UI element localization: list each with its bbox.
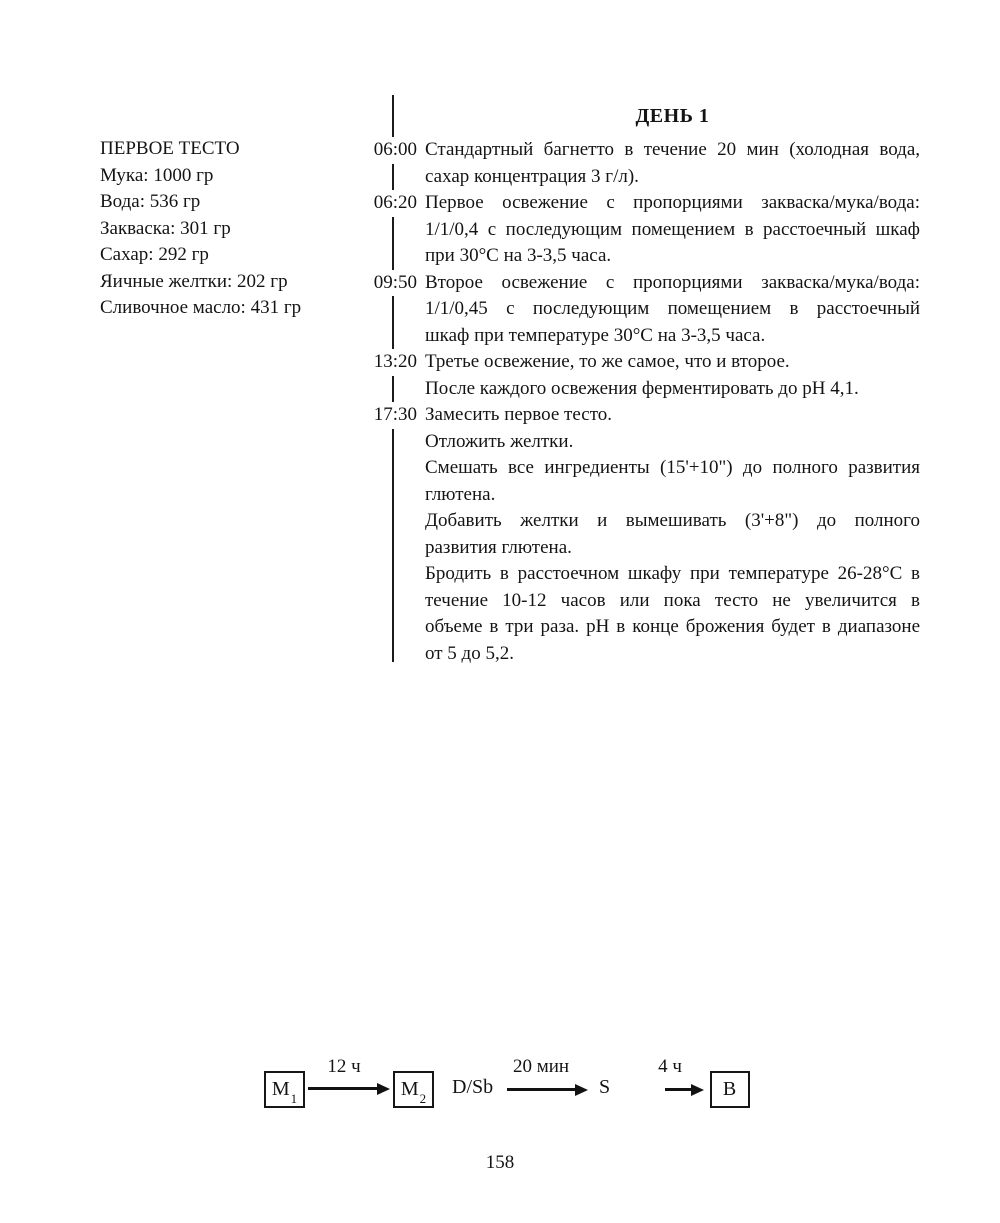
- day-title: ДЕНЬ 1: [635, 105, 710, 127]
- text-line: сахар концентрация 3 г/л).: [425, 165, 639, 187]
- text-line: течение 10-12 часов или пока тесто не увеличится в: [425, 589, 920, 611]
- text-line: Отложить желтки.: [425, 430, 574, 452]
- text-line: Добавить желтки и вымешивать (3'+8") до полного: [425, 510, 920, 531]
- text-line: Второе освежение с пропорциями закваска/мука/вода:: [425, 271, 920, 293]
- arrow-head-icon: [575, 1084, 588, 1096]
- ingredient-item: Закваска: 301 гр: [100, 217, 231, 239]
- timeline-time: 06:00: [355, 137, 417, 164]
- node-label: B: [722, 1078, 737, 1100]
- text-line: Бродить в расстоечном шкафу при температуре 26-28°C в: [425, 563, 920, 584]
- diagram-arrow2-label: 20 мин: [512, 1056, 570, 1077]
- text-line: Стандартный багнетто в течение 20 мин (холодная вода,: [425, 139, 920, 160]
- timeline-entry-text: [425, 137, 920, 190]
- timeline-entry-text: [425, 270, 920, 350]
- ingredient-item: Сливочное масло: 431 гр: [100, 297, 302, 318]
- timeline-time: 06:20: [355, 190, 417, 217]
- text-line: Смешать все ингредиенты (15'+10") до полного развития: [425, 457, 920, 478]
- node-label: $M_1$: [271, 1078, 298, 1106]
- text-line: развития глютена.: [425, 536, 572, 558]
- text-line: 1/1/0,45 с последующим помещением в расстоечный: [425, 298, 920, 319]
- text-line: от 5 до 5,2.: [425, 642, 514, 664]
- timeline-time: 17:30: [355, 402, 417, 429]
- ingredients-block: [100, 136, 360, 322]
- diagram-node-b: [710, 1071, 750, 1108]
- node-label: $M_2$: [400, 1078, 427, 1106]
- diagram-node-m2: [393, 1071, 434, 1108]
- timeline-entry: [355, 402, 920, 667]
- timeline-entry: [355, 137, 920, 190]
- page-number: 158: [485, 1152, 515, 1173]
- ingredient-item: Вода: 536 гр: [100, 191, 201, 212]
- text-line: После каждого освежения ферментировать до pH 4,1.: [425, 377, 859, 399]
- timeline: [355, 137, 920, 667]
- diagram-node-m1: [264, 1071, 305, 1108]
- text-line: 1/1/0,4 с последующим помещением в расстоечный шкаф: [425, 218, 920, 240]
- diagram-arrow3-label: 4 ч: [658, 1056, 682, 1077]
- text-line: объеме в три раза. pH в конце брожения будет в диапазоне: [425, 616, 920, 637]
- text-line: Замесить первое тесто.: [425, 404, 613, 425]
- timeline-entry-text: [425, 190, 920, 270]
- ingredient-item: Яичные желтки: 202 гр: [100, 270, 288, 292]
- text-line: шкаф при температуре 30°C на 3-3,5 часа.: [425, 324, 766, 346]
- arrow-shaft: [665, 1088, 692, 1091]
- timeline-entry-text: [425, 349, 920, 402]
- timeline-entry: [355, 349, 920, 402]
- text-line: Первое освежение с пропорциями закваска/мука/вода:: [425, 192, 920, 213]
- diagram-arrow1-label: 12 ч: [327, 1056, 361, 1077]
- ingredients-title: ПЕРВОЕ ТЕСТО: [100, 138, 240, 159]
- arrow-head-icon: [691, 1084, 704, 1096]
- arrow-head-icon: [377, 1083, 390, 1095]
- timeline-time: 13:20: [355, 349, 417, 376]
- timeline-entry-text: [425, 402, 920, 667]
- text-line: глютена.: [425, 483, 496, 505]
- text-line: при 30°C на 3-3,5 часа.: [425, 245, 612, 266]
- arrow-shaft: [308, 1087, 378, 1090]
- ingredient-item: Мука: 1000 гр: [100, 164, 214, 186]
- diagram-node-dsb: D/Sb: [452, 1076, 494, 1098]
- arrow-shaft: [507, 1088, 576, 1091]
- text-line: Третье освежение, то же самое, что и второе.: [425, 351, 790, 372]
- timeline-entry: [355, 270, 920, 350]
- timeline-time: 09:50: [355, 270, 417, 297]
- ingredient-item: Сахар: 292 гр: [100, 244, 209, 265]
- timeline-entry: [355, 190, 920, 270]
- diagram-node-s: S: [599, 1076, 611, 1098]
